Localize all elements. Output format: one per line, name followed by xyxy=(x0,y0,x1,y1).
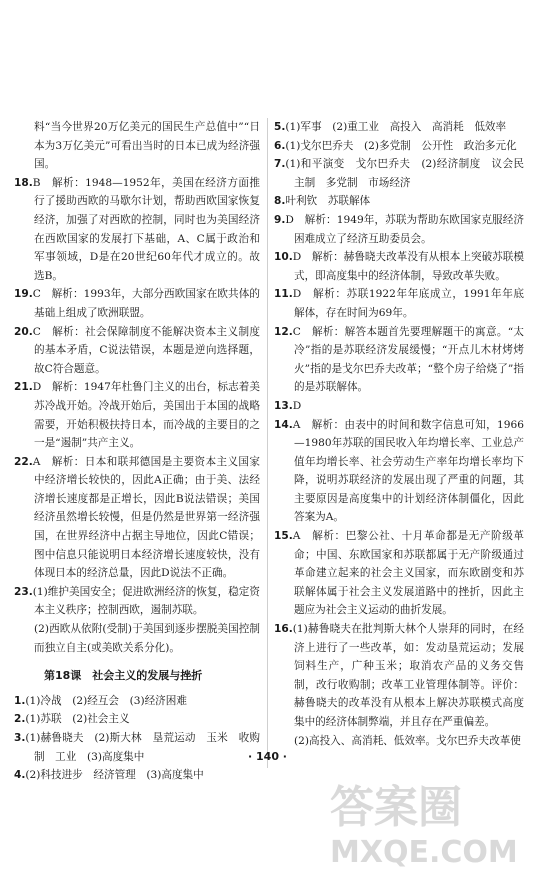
answer-text: D 解析：苏联1922年年底成立，1991年年底解体，存在时间为69年。 xyxy=(292,288,524,319)
watermark-text-cn: 答案圈 xyxy=(330,782,462,833)
answer-text: D 解析：赫鲁晓夫改革没有从根本上突破苏联模式，即高度集中的经济体制，导致改革失败。 xyxy=(292,251,524,282)
question-number: 3. xyxy=(14,732,26,744)
question-number: 6. xyxy=(274,139,286,152)
answer-text: (1)军事 (2)重工业 高投入 高消耗 低效率 xyxy=(285,121,507,133)
question-number: 14. xyxy=(274,418,293,431)
answer-item xyxy=(14,692,260,711)
answer-item xyxy=(14,766,260,785)
answer-item xyxy=(274,416,524,528)
question-number: 21. xyxy=(14,381,33,394)
left-column xyxy=(14,118,260,785)
answer-text: (2)西欧从依附(受制)于美国到逐步摆脱美国控制而独立自主(或美欧关系分化)。 xyxy=(34,623,260,654)
answer-text: C 解析：解答本题首先要理解题干的寓意。“太冷”指的是苏联经济发展缓慢；“开点儿木材烤烤火”指的是戈尔巴乔夫改革；“整个房子给烧了”指的是苏联解体。 xyxy=(292,325,524,394)
answer-text: (1)赫鲁晓夫 (2)斯大林 垦荒运动 玉米 收购制 工业 (3)高度集中 xyxy=(25,732,260,763)
answer-text: (1)和平演变 戈尔巴乔夫 (2)经济制度 议会民主制 多党制 市场经济 xyxy=(285,158,524,189)
answer-text: (2)科技进步 经济管理 (3)高度集中 xyxy=(25,769,204,782)
answer-item xyxy=(14,378,260,452)
question-number: 20. xyxy=(14,325,33,338)
question-number: 18. xyxy=(14,176,33,189)
question-number: 10. xyxy=(274,251,293,264)
answer-item xyxy=(274,323,524,397)
answer-item xyxy=(14,174,260,286)
question-number: 12. xyxy=(274,325,293,338)
question-number: 7. xyxy=(274,158,286,171)
question-number: 13. xyxy=(274,399,293,412)
page-number: · 140 · xyxy=(248,750,287,763)
answer-text: A 解析：由表中的时间和数字信息可知，1966—1980年苏联的国民收入年均增长率、工业总产值年均增长率、社会劳动生产率年均增长率均下降，说明苏联经济的发展出现了严重的问题，其主要原因是高度集中的计划经济体制僵化，因此答案为A。 xyxy=(292,418,524,524)
answer-item xyxy=(274,118,524,137)
question-number: 1. xyxy=(14,694,26,707)
answer-text: (1)维护美国安全；促进欧洲经济的恢复，稳定资本主义秩序；控制西欧，遏制苏联。 xyxy=(32,585,260,617)
answer-item xyxy=(14,729,260,766)
watermark-logo xyxy=(300,770,530,870)
answer-item xyxy=(274,248,524,285)
question-number: 4. xyxy=(14,769,26,782)
answer-item xyxy=(274,155,524,192)
answer-item xyxy=(274,620,524,732)
answer-item xyxy=(14,620,260,657)
question-number: 15. xyxy=(274,530,293,543)
question-number: 23. xyxy=(14,585,33,598)
answer-text: (1)苏联 (2)社会主义 xyxy=(25,713,130,726)
answer-text: D xyxy=(292,399,302,412)
answer-text: A 解析：日本和联邦德国是主要资本主义国家中经济增长较快的，因此A正确；由于美、法经济增长速度都是正增长，因此B说法错误；美国经济虽然增长较慢，但是仍然是世界第一经济强国，在世界经济中占据主导地位，因此C错误；图中信息只能说明日本经济增长速度较快，没有体现日本的经济总量，因此D说法不正确。 xyxy=(32,455,260,580)
section-title: 第18课 社会主义的发展与挫折 xyxy=(44,669,203,683)
answer-text: D 解析：1947年杜鲁门主义的出台，标志着美苏冷战开始。冷战开始后，美国出于本国的战略需要，开始积极扶持日本，而冷战的主要目的之一是“遏制”共产主义。 xyxy=(32,381,260,450)
question-number: 19. xyxy=(14,288,33,301)
answer-text: C 解析：社会保障制度不能解决资本主义制度的基本矛盾，C说法错误，本题是逆向选择题，故C符合题意。 xyxy=(32,325,260,375)
answer-text: (1)赫鲁晓夫在批判斯大林个人崇拜的同时，在经济上进行了一些改革，如：发动垦荒运动；发展饲料生产，广种玉米；取消农产品的义务交售制，改行收购制；改革工业管理体制等。评价：赫鲁晓夫的改革没有从根本上解决苏联模式高度集中的经济体制弊端，并且存在严重偏差。 xyxy=(292,623,524,728)
answer-item xyxy=(274,285,524,322)
answer-text: D 解析：1949年，苏联为帮助东欧国家克服经济困难成立了经济互助委员会。 xyxy=(285,213,524,245)
answer-item xyxy=(274,732,524,751)
question-number: 8. xyxy=(274,195,286,208)
question-number: 22. xyxy=(14,455,33,468)
question-number: 16. xyxy=(274,623,293,636)
column-divider xyxy=(267,118,268,768)
answer-item xyxy=(274,527,524,620)
right-column xyxy=(274,118,524,750)
answer-text: A 解析：巴黎公社、十月革命都是无产阶级革命；中国、东欧国家和苏联都属于无产阶级通过革命建立起来的社会主义国家，而东欧剧变和苏联解体属于社会主义发展道路中的挫折，因此主题应为社会主义运动的曲折发展。 xyxy=(292,530,524,617)
answer-text: (2)高投入、高消耗、低效率。戈尔巴乔夫改革使 xyxy=(294,734,521,747)
question-number: 5. xyxy=(274,121,286,133)
answer-text: B 解析：1948—1952年，美国在经济方面推行了援助西欧的马歇尔计划，帮助西欧国家恢复经济，加强了对西欧的控制，同时也为美国经济在西欧国家的发展打下基础，A、C属于政治和军事领域，D是在20世纪60年代才成立的。故选B。 xyxy=(32,176,260,282)
answer-text: C 解析：1993年，大部分西欧国家在欧共体的基础上组成了欧洲联盟。 xyxy=(32,288,260,319)
question-number: 9. xyxy=(274,213,286,226)
answer-text: (1)戈尔巴乔夫 (2)多党制 公开性 政治多元化 xyxy=(285,139,517,152)
answer-item xyxy=(274,211,524,248)
answer-text: 料“当今世界20万亿美元的国民生产总值中”“日本为3万亿美元”可看出当时的日本已成为经济强国。 xyxy=(34,121,260,171)
question-number: 11. xyxy=(274,288,293,301)
answer-item xyxy=(14,118,260,174)
answer-item xyxy=(274,192,524,211)
answer-item xyxy=(14,583,260,620)
answer-text: (1)冷战 (2)经互会 (3)经济困难 xyxy=(25,694,187,707)
answer-item xyxy=(274,137,524,156)
answer-item xyxy=(14,710,260,729)
answer-item xyxy=(14,453,260,583)
answer-item xyxy=(14,285,260,322)
answer-text: 叶利钦 苏联解体 xyxy=(285,195,371,208)
answer-item xyxy=(14,323,260,379)
watermark-text-en: MXQE.COM xyxy=(330,835,518,870)
question-number: 2. xyxy=(14,713,26,726)
answer-item xyxy=(274,397,524,416)
